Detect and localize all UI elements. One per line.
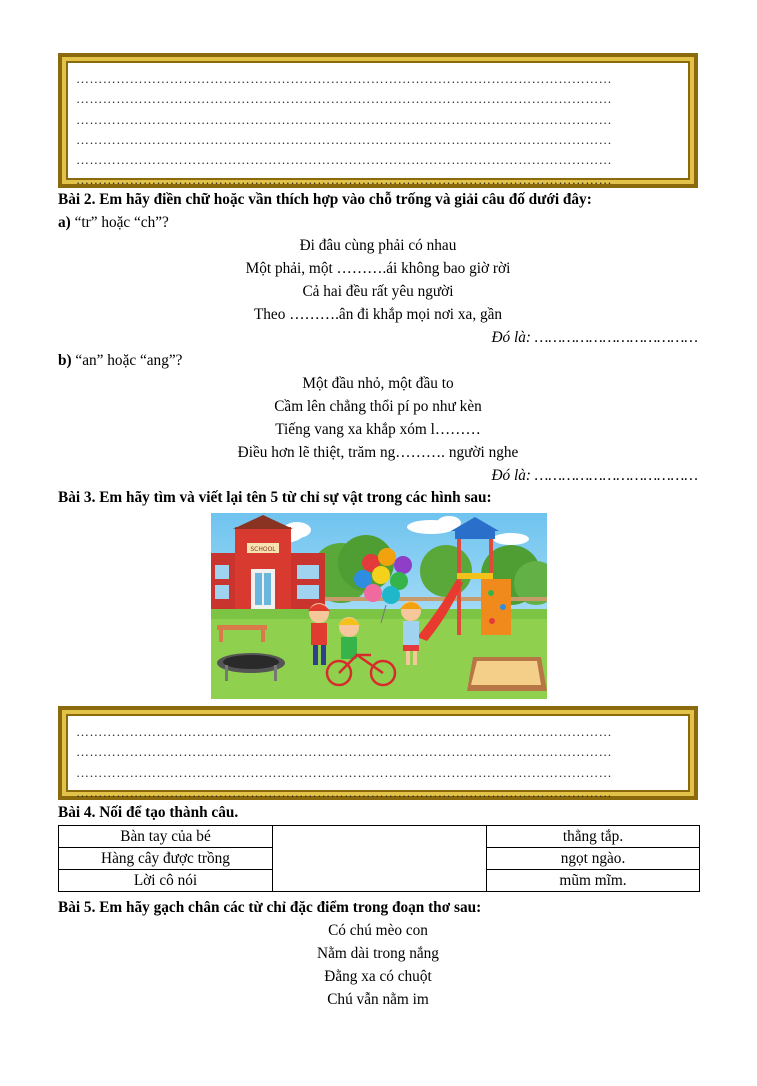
dotted-line[interactable]: ………………………………………………………………………………………………………… bbox=[76, 784, 612, 800]
poem-b-line-2: Cầm lên chẳng thổi pí po như kèn bbox=[274, 398, 482, 415]
answer-frame-2 bbox=[58, 706, 698, 800]
poem-b-line-3: Tiếng vang xa khắp xóm l……… bbox=[275, 421, 481, 438]
answer-frame-2-lines bbox=[66, 714, 690, 800]
answer-frame-1-lines bbox=[66, 61, 690, 188]
poem-a-line-3: Cả hai đều rất yêu người bbox=[302, 283, 454, 300]
poem-b-line-4: Điều hơn lẽ thiệt, trăm ng………. người nghe bbox=[237, 444, 519, 461]
poem-5-line-1[interactable]: Có chú mèo con bbox=[328, 922, 428, 939]
poem-a-line-2: Một phải, một ……….ái không bao giờ rời bbox=[245, 260, 511, 277]
poem-5-line-2[interactable]: Nằm dài trong nắng bbox=[317, 945, 439, 962]
part-b-prefix: b) bbox=[58, 352, 72, 369]
dotted-line[interactable]: ………………………………………………………………………………………………………… bbox=[76, 111, 612, 127]
dotted-line[interactable]: ………………………………………………………………………………………………………… bbox=[76, 744, 612, 760]
connector-space[interactable] bbox=[273, 826, 487, 892]
dotted-line[interactable]: ………………………………………………………………………………………………………… bbox=[76, 172, 612, 188]
sandbox-icon bbox=[467, 657, 547, 691]
part-a-text: “tr” hoặc “ch”? bbox=[70, 214, 169, 231]
bai2-heading: Bài 2. Em hãy điền chữ hoặc vần thích hợp vào chỗ trống và giải câu đố dưới đây: bbox=[58, 191, 592, 208]
poem-5-line-4[interactable]: Chú vẫn nằm im bbox=[327, 991, 429, 1008]
left-cell[interactable]: Lời cô nói bbox=[59, 870, 273, 892]
left-cell[interactable]: Bàn tay của bé bbox=[59, 826, 273, 848]
right-cell[interactable]: thẳng tắp. bbox=[487, 826, 700, 848]
school-sign: SCHOOL bbox=[250, 546, 276, 553]
dotted-line[interactable]: ………………………………………………………………………………………………………… bbox=[76, 131, 612, 147]
bai2-part-b bbox=[58, 352, 182, 370]
matching-table bbox=[58, 825, 700, 892]
answer-a: Đó là: ……………………………… bbox=[491, 329, 698, 346]
bai3-heading: Bài 3. Em hãy tìm và viết lại tên 5 từ chỉ sự vật trong các hình sau: bbox=[58, 489, 492, 506]
part-b-text: “an” hoặc “ang”? bbox=[71, 352, 183, 369]
playground-illustration bbox=[211, 513, 547, 699]
dotted-line[interactable]: ………………………………………………………………………………………………………… bbox=[76, 764, 612, 780]
kid-icon bbox=[338, 617, 360, 659]
left-cell[interactable]: Hàng cây được trồng bbox=[59, 848, 273, 870]
dotted-line[interactable]: ………………………………………………………………………………………………………… bbox=[76, 724, 612, 739]
poem-a-line-1: Đi đâu cùng phải có nhau bbox=[299, 237, 457, 254]
right-cell[interactable]: mũm mĩm. bbox=[487, 870, 700, 892]
poem-a-line-4: Theo ……….ân đi khắp mọi nơi xa, gần bbox=[253, 306, 503, 323]
poem-b-line-1: Một đầu nhỏ, một đầu to bbox=[302, 375, 454, 392]
bai2-part-a bbox=[58, 214, 169, 232]
poem-5-line-3[interactable]: Đằng xa có chuột bbox=[324, 968, 432, 985]
bai4-heading: Bài 4. Nối để tạo thành câu. bbox=[58, 804, 239, 821]
answer-b: Đó là: ……………………………… bbox=[491, 467, 698, 484]
right-cell[interactable]: ngọt ngào. bbox=[487, 848, 700, 870]
dotted-line[interactable]: ………………………………………………………………………………………………………… bbox=[76, 91, 612, 107]
dotted-line[interactable]: ………………………………………………………………………………………………………… bbox=[76, 71, 612, 86]
dotted-line[interactable]: ………………………………………………………………………………………………………… bbox=[76, 152, 612, 168]
bai5-heading: Bài 5. Em hãy gạch chân các từ chỉ đặc điểm trong đoạn thơ sau: bbox=[58, 899, 482, 916]
answer-frame-1 bbox=[58, 53, 698, 188]
part-a-prefix: a) bbox=[58, 214, 71, 231]
table-row bbox=[59, 826, 700, 848]
